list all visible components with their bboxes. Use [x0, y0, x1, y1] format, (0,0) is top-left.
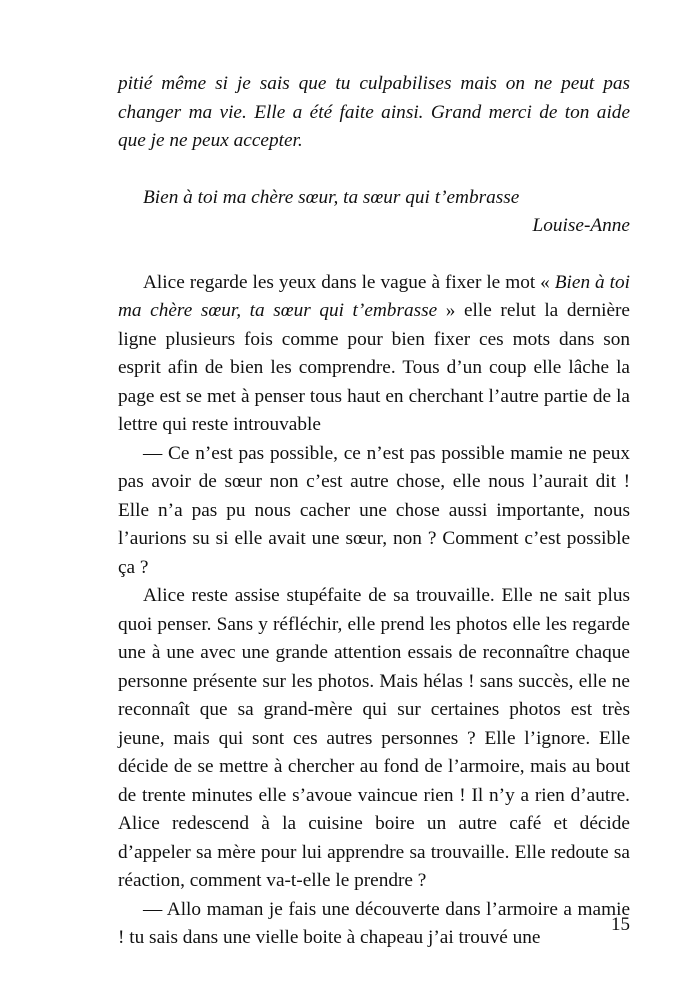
- body-paragraph-4: — Allo maman je fais une découverte dans l’armoire a mamie ! tu sais dans une vielle boite à chapeau j’ai trouvé une: [118, 898, 630, 948]
- paragraph-1-quote: Bien à toi ma chère sœur, ta sœur qui t’embrasse: [118, 271, 630, 321]
- paragraph-1-end: » elle relut la dernière ligne plusieurs fois comme pour bien fixer ces mots dans son esprit afin de bien les comprendre. Tous d’un coup elle lâche la page est se met à penser tous haut en cherchant l’autre partie de la lettre qui reste introuvable: [118, 300, 630, 435]
- letter-paragraph: pitié même si je sais que tu culpabilises mais on ne peut pas changer ma vie. Elle a été faite ainsi. Grand merci de ton aide que je ne peux accepter.: [118, 73, 630, 151]
- body-paragraph-1: [118, 269, 630, 440]
- body-paragraph-2: — Ce n’est pas possible, ce n’est pas possible mamie ne peux pas avoir de sœur non c’est autre chose, elle nous l’aurait dit ! Elle n’a pas pu nous cacher une chose aussi importante, nous l’aurions su si elle avait une sœur, non ? Comment c’est possible ça ?: [118, 442, 630, 578]
- letter-signature: Louise-Anne: [532, 215, 630, 236]
- page-text: [118, 70, 630, 953]
- paragraph-1-start: Alice regarde les yeux dans le vague à fixer le mot «: [143, 271, 555, 293]
- body-paragraph-3: Alice reste assise stupéfaite de sa trouvaille. Elle ne sait plus quoi penser. Sans y réfléchir, elle prend les photos elle les regarde une à une avec une grande attention essais de reconnaître chaque personne présente sur les photos. Mais hélas ! sans succès, elle ne reconnaît que sa grand-mère qui sur certaines photos est très jeune, mais qui sont ces autres personnes ? Elle l’ignore. Elle décide de se mettre à chercher au fond de l’armoire, mais au bout de trente minutes elle s’avoue vaincue rien ! Il n’y a rien d’autre. Alice redescend à la cuisine boire un autre café et décide d’appeler sa mère pour lui apprendre sa trouvaille. Elle redoute sa réaction, comment va-t-elle le prendre ?: [118, 585, 630, 891]
- letter-closing: Bien à toi ma chère sœur, ta sœur qui t’embrasse: [143, 186, 520, 208]
- page-number: 15: [611, 914, 630, 935]
